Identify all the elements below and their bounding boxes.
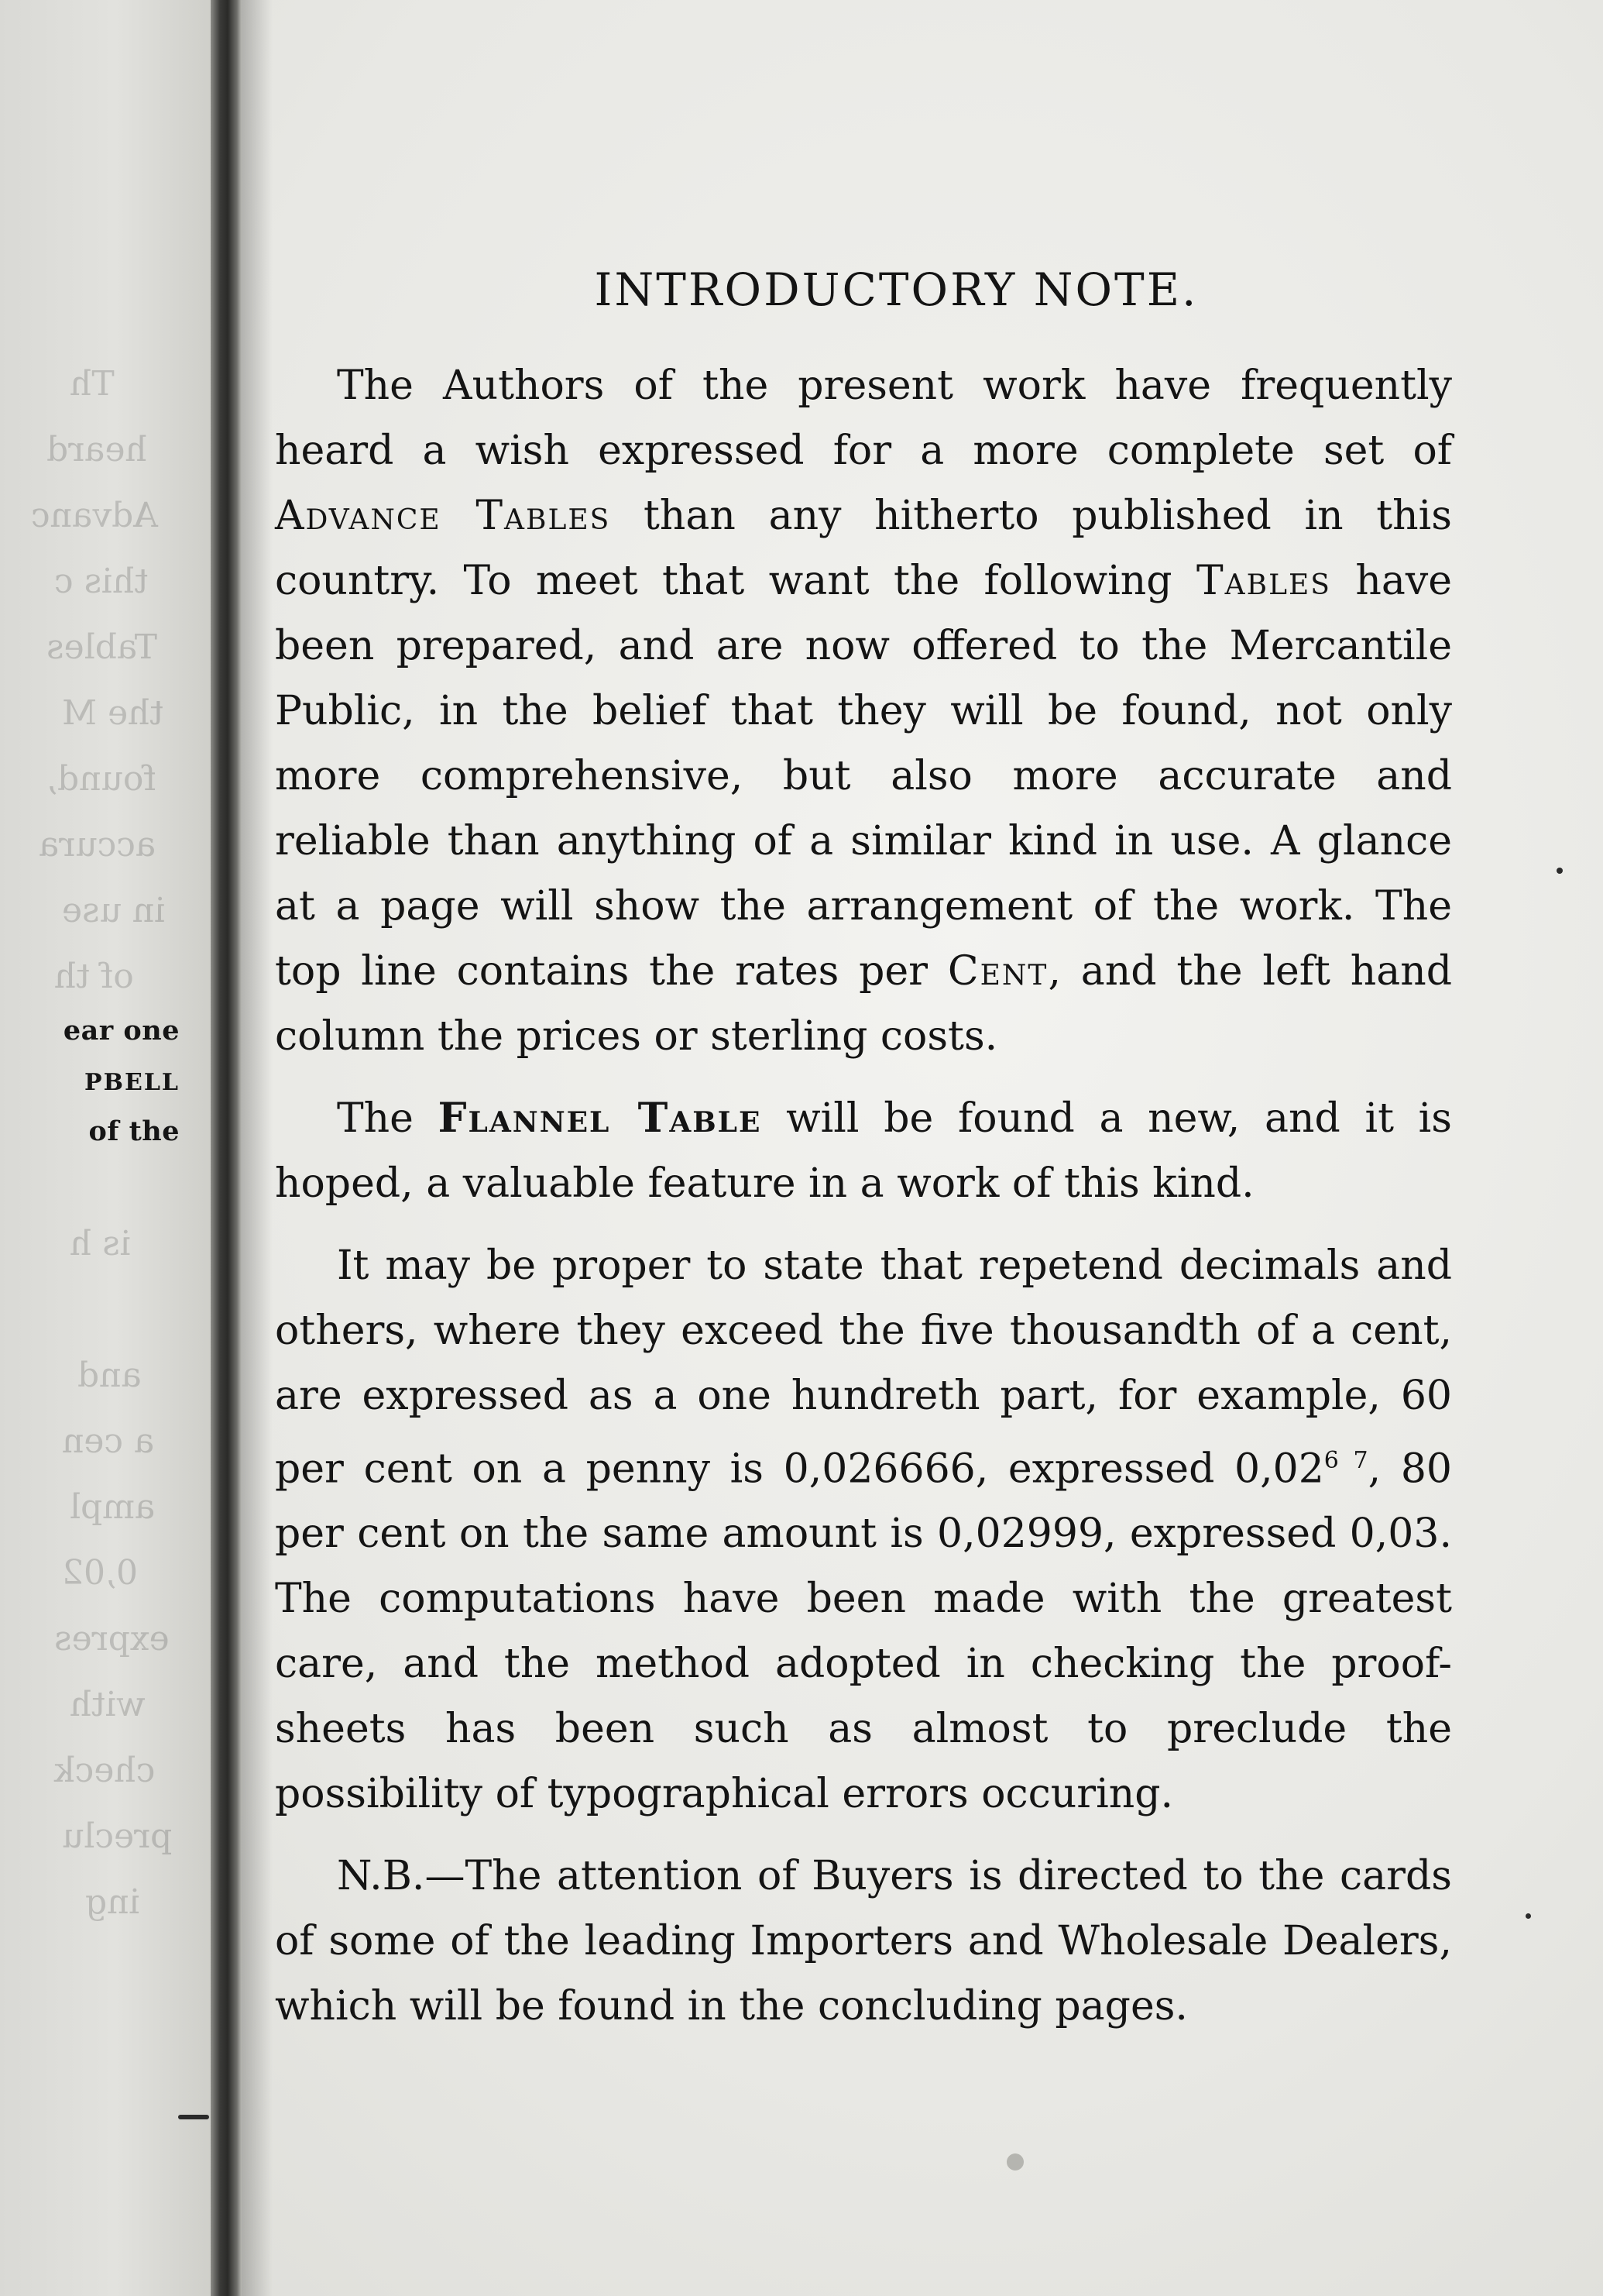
paragraph-2: [275, 1086, 1452, 1216]
paragraph-text: It may be proper to state that repetend decimals and others, where they exceed the five thousandth of a cent, are expressed as a one hundreth part, for example, 60 per cent on a penny is 0,026666, expressed 0,02: [275, 1243, 1452, 1493]
bleed-through-text: accura: [39, 825, 156, 864]
bleed-through-text: Advanc: [31, 496, 159, 535]
bleed-through-text: the M: [62, 693, 164, 733]
bleed-through-text: in use: [62, 891, 166, 930]
paragraph-text: , 80 per cent on the same amount is 0,02999, expressed 0,03. The computations have been made with the greatest care, and the method adopted in checking the proof-sheets has been such as almost to preclude the possibility of typographical errors occuring.: [275, 1445, 1452, 1818]
left-page-fragment: PBELL: [84, 1069, 180, 1096]
paragraph-1: [275, 353, 1452, 1069]
bleed-through-text: Th: [70, 364, 115, 404]
bleed-through-text: with: [70, 1685, 146, 1724]
paragraph-text: The: [337, 1095, 438, 1142]
bleed-through-text: expres: [54, 1619, 170, 1658]
bleed-through-text: Tables: [46, 627, 158, 667]
paragraph-text: than any hitherto published in this country. To meet that want the following: [275, 493, 1452, 604]
small-caps-term: Flannel Table: [438, 1095, 762, 1142]
bleed-through-text: 0,02: [62, 1553, 138, 1593]
paragraph-text: , and the left hand column the prices or sterling costs.: [275, 948, 1453, 1060]
small-caps-term: Cent: [947, 948, 1049, 995]
bleed-through-text: ampl: [70, 1487, 156, 1527]
bleed-through-text: check: [54, 1751, 156, 1790]
paragraph-text: The Authors of the present work have frequently heard a wish expressed for a more complete set of: [275, 363, 1452, 474]
paragraph-3: [275, 1233, 1452, 1827]
paragraph-text: will be found a new, and it is hoped, a valuable feature in a work of this kind.: [275, 1095, 1452, 1207]
superscript-digits: 6 7: [1323, 1447, 1368, 1474]
book-spine: [211, 0, 242, 2296]
left-page-fragment: ear one: [63, 1015, 180, 1047]
bleed-through-text: heard: [46, 430, 147, 469]
bleed-through-text: a cen: [62, 1421, 155, 1461]
paper-blemish: [1007, 2153, 1024, 2171]
bleed-through-text: and: [77, 1356, 142, 1395]
bleed-through-text: ing: [85, 1882, 140, 1922]
ink-speck: [1557, 868, 1563, 874]
small-caps-term: Tables: [1196, 558, 1331, 604]
ink-speck: [1526, 1913, 1531, 1919]
bleed-through-text: this c: [54, 562, 149, 601]
margin-mark: [178, 2115, 209, 2119]
bleed-through-text: of th: [54, 957, 134, 996]
bleed-through-text: preclu: [62, 1817, 173, 1856]
paragraph-4: [275, 1844, 1452, 2039]
paragraph-text: N.B.—The attention of Buyers is directed to the cards of some of the leading Importers and Wholesale Dealers, which will be found in the concluding pages.: [275, 1853, 1452, 2030]
small-caps-term: Advance Tables: [275, 493, 611, 539]
introductory-note: [275, 263, 1452, 2056]
paragraph-text: have been prepared, and are now offered to the Mercantile Public, in the belief that they will be found, not only more comprehensive, but also more accurate and reliable than anything of a similar kind in use. A glance at a page will show the arrangement of the work. The top line contains the rates per: [275, 558, 1452, 995]
page-title: INTRODUCTORY NOTE.: [594, 263, 1199, 316]
facing-page: [0, 0, 211, 2296]
spine-shadow: [242, 0, 273, 2296]
bleed-through-text: is h: [70, 1224, 131, 1263]
left-page-fragment: of the: [88, 1115, 180, 1147]
bleed-through-text: found,: [46, 759, 156, 799]
